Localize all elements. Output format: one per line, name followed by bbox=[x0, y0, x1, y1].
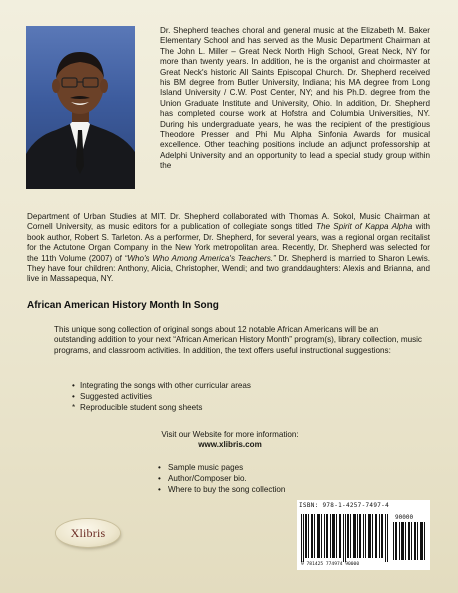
bullet-icon: • bbox=[158, 473, 161, 483]
isbn-barcode bbox=[301, 514, 389, 562]
suggestion-text: Integrating the songs with other curricular areas bbox=[80, 381, 251, 390]
bullet-icon: • bbox=[72, 392, 75, 401]
bullet-icon: • bbox=[158, 484, 161, 494]
author-photo bbox=[26, 26, 135, 189]
intro-paragraph: This unique song collection of original songs about 12 notable African Americans will be an outstanding addition to your next “African American History Month” program(s), library collection, music programs, and classroom activities. In addition, the text offers useful instructional suggestions: bbox=[54, 325, 422, 355]
bullet-icon: • bbox=[158, 463, 161, 472]
list-item bbox=[72, 391, 251, 402]
bio-text-1: Department of Urban Studies at MIT. Dr. Shepherd collaborated with Thomas A. Sokol, Music Chairman at Cornell University, as music editors for a publication of collegiate songs titled bbox=[27, 212, 430, 232]
list-item bbox=[72, 402, 251, 413]
feature-text: Where to buy the song collection bbox=[168, 484, 286, 494]
bullet-icon: * bbox=[72, 403, 76, 412]
logo-text: Xlibris bbox=[70, 525, 106, 540]
website-callout bbox=[140, 430, 320, 451]
list-item bbox=[158, 474, 285, 485]
bullet-icon: • bbox=[72, 381, 75, 390]
website-link[interactable]: www.xlibris.com bbox=[198, 440, 262, 450]
visit-line: Visit our Website for more information: bbox=[161, 430, 299, 439]
bio-text-3: Dr. Shepherd is married to Sharon Lewis. They have four children: Anthony, Alicia, Christopher, Wendi; and two granddaughters: Alexis and Brianna, and live in Massapequa, NY. bbox=[27, 253, 430, 284]
feature-text: Sample music pages bbox=[168, 463, 244, 472]
barcode-block bbox=[297, 500, 430, 570]
price-barcode bbox=[393, 522, 426, 560]
list-item bbox=[72, 380, 251, 391]
publication-title: The Spirit of Kappa Alpha bbox=[316, 222, 413, 232]
author-bio-top: Dr. Shepherd teaches choral and general music at the Elizabeth M. Baker Elementary School and has served as the Music Department Chairman at The John L. Miller – Great Neck North High School, Great Neck, NY for more than twenty years. In addition, he is the organist and choirmaster at Great Neck's historic All Saints Episcopal Church. Dr. Shepherd received his BM degree from Butler University, Indiana; his MA degree from Long Island University / C.W. Post Center, NY; and his Ph.D. degree from the Union Graduate Institute and University, Ohio. In addition, Dr. Shepherd has completed course work at Hofstra and Columbia Universities, NY. During his undergraduate years, he was the recipient of the prestigious Theodore Presser and Phi Mu Alpha Sinfonia Awards for musical excellence. Other teaching positions include an adjunct professorship at Adelphi University and an opportunity to lead a special study group within the bbox=[160, 26, 430, 171]
list-item bbox=[158, 485, 285, 496]
list-item bbox=[158, 463, 285, 474]
feature-text: Author/Composer bio. bbox=[168, 473, 247, 483]
website-features-list bbox=[158, 463, 285, 495]
barcode-digits: 9 781425 774974 90000 bbox=[301, 562, 360, 567]
suggestion-text: Reproducible student song sheets bbox=[80, 403, 203, 412]
price-code: 90000 bbox=[395, 514, 414, 521]
suggestions-list bbox=[72, 380, 251, 413]
section-title: African American History Month In Song bbox=[27, 300, 219, 311]
bio-text-2: with book author, Robert S. Tarleton. As a performer, Dr. Shepherd, for several years, was a regional organ recitalist for the Actutone Organ Company in the New York metropolitan area. Recently, Dr. Shepherd was selected for the 11th Volume (2007) of bbox=[27, 222, 430, 263]
author-bio-bottom bbox=[27, 212, 430, 285]
suggestion-text: Suggested activities bbox=[80, 392, 152, 401]
xlibris-logo bbox=[56, 519, 120, 547]
isbn-label: ISBN: 978-1-4257-7497-4 bbox=[299, 502, 389, 509]
whos-who-title: “Who's Who Among America's Teachers.” bbox=[124, 253, 276, 263]
